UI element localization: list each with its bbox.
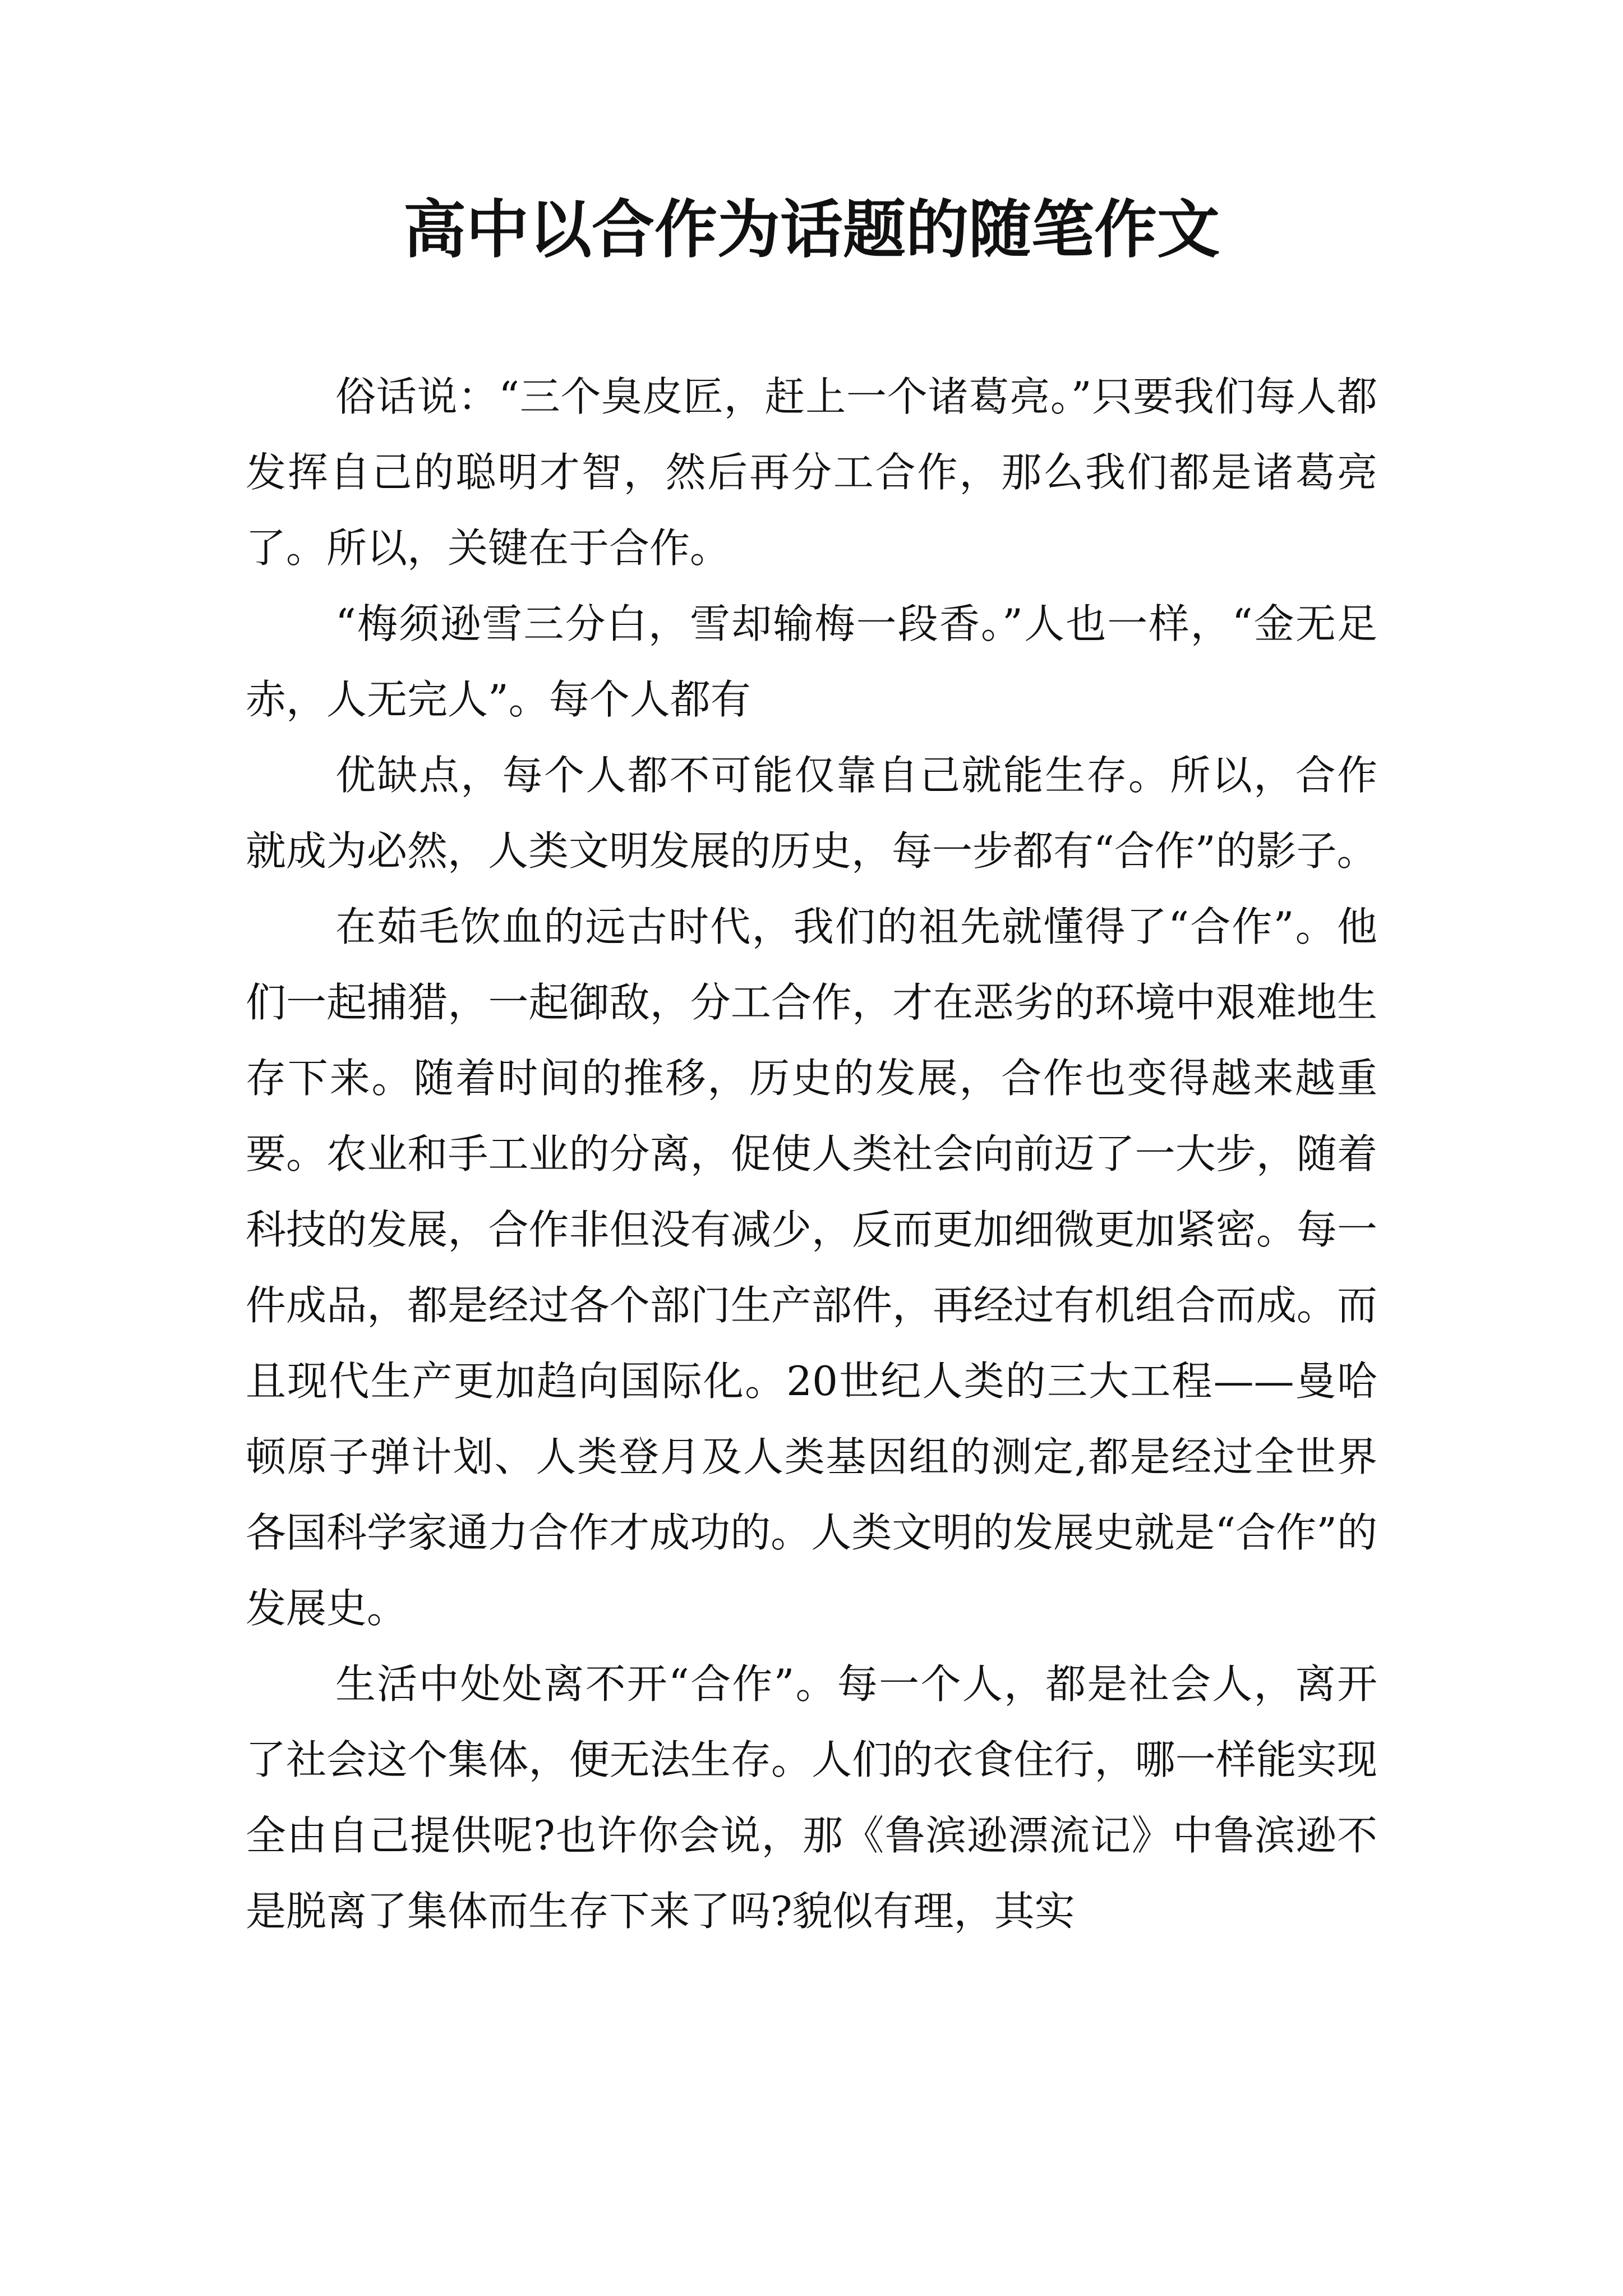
paragraph-4: 在茹毛饮血的远古时代，我们的祖先就懂得了“合作”。他们一起捕猎，一起御敌，分工合作，才在恶劣的环境中艰难地生存下来。随着时间的推移，历史的发展，合作也变得越来越重要。农业和手工业的分离，促使人类社会向前迈了一大步，随着科技的发展，合作非但没有减少，反而更加细微更加紧密。每一件成品，都是经过各个部门生产部件，再经过有机组合而成。而且现代生产更加趋向国际化。20世纪人类的三大工程——曼哈顿原子弹计划、人类登月及人类基因组的测定,都是经过全世界各国科学家通力合作才成功的。人类文明的发展史就是“合作”的发展史。: [246, 903, 1377, 1632]
paragraph-2: “梅须逊雪三分白，雪却输梅一段香。”人也一样，“金无足赤，人无完人”。每个人都有: [246, 600, 1377, 723]
paragraph-5: 生活中处处离不开“合作”。每一个人，都是社会人，离开了社会这个集体，便无法生存。人们的衣食住行，哪一样能实现全由自己提供呢?也许你会说，那《鲁滨逊漂流记》中鲁滨逊不是脱离了集体而生存下来了吗?貌似有理，其实: [246, 1660, 1377, 1935]
document-body: [246, 359, 1377, 1949]
document-title: 高中以合作为话题的随笔作文: [403, 193, 1220, 266]
paragraph-1: 俗话说：“三个臭皮匠，赶上一个诸葛亮。”只要我们每人都发挥自己的聪明才智，然后再分工合作，那么我们都是诸葛亮了。所以，关键在于合作。: [246, 373, 1377, 572]
paragraph-3: 优缺点，每个人都不可能仅靠自己就能生存。所以，合作就成为必然，人类文明发展的历史，每一步都有“合作”的影子。: [246, 752, 1377, 875]
